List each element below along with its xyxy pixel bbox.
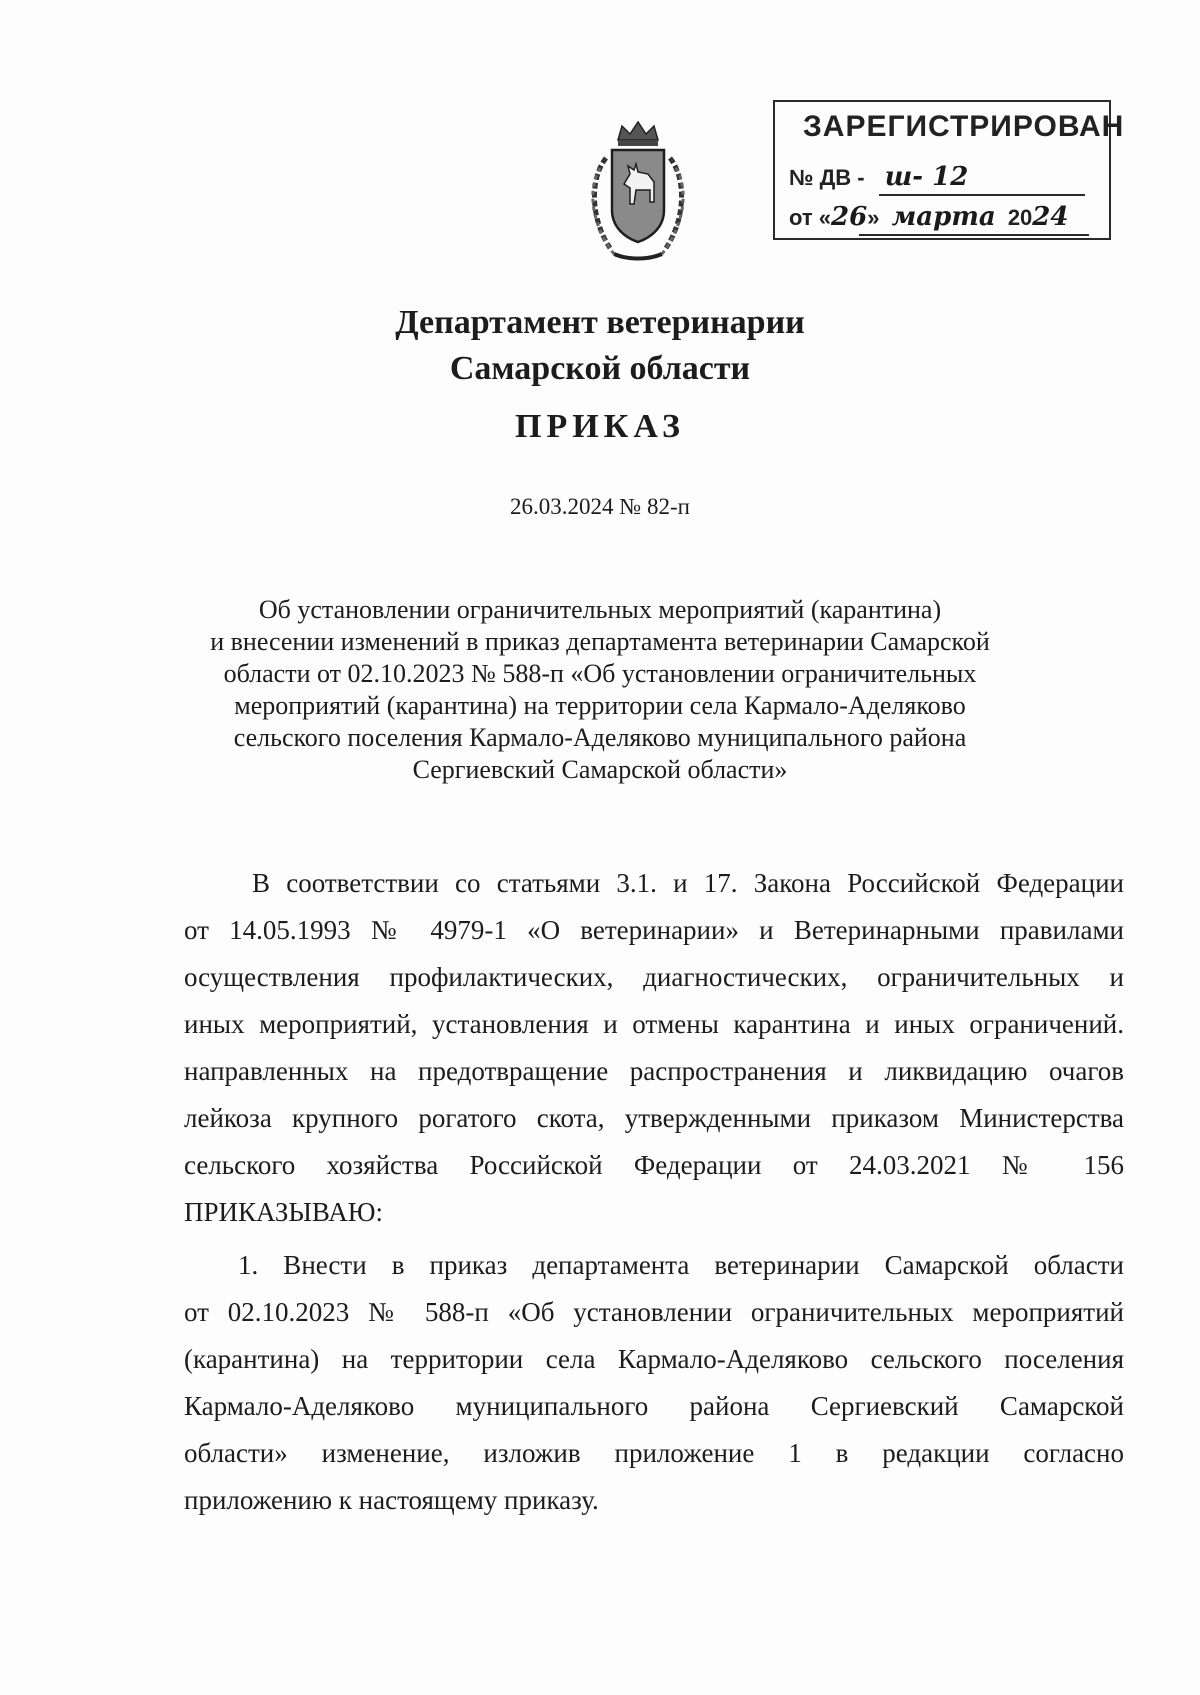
stamp-number-handwritten: ш- 12 [884, 162, 969, 192]
preamble-line: лейкоза крупного рогатого скота, утвержденными приказом Министерства [184, 1103, 1124, 1133]
preamble-line: В соответствии со статьями 3.1. и 17. Закона Российской Федерации [252, 868, 1124, 898]
stamp-date-row [789, 202, 1068, 232]
coat-of-arms-emblem [584, 118, 692, 266]
stamp-date-month-handwritten: марта [891, 202, 996, 232]
department-line-2: Самарской области [449, 350, 751, 387]
department-line-1: Департамент ветеринарии [395, 304, 805, 341]
item1-line: (карантина) на территории села Кармало-Аделяково сельского поселения [184, 1344, 1124, 1374]
preamble-line: иных мероприятий, установления и отмены карантина и иных ограничений. [184, 1009, 1124, 1039]
order-word: ПРИКАЗЫВАЮ: [184, 1197, 383, 1227]
subject-line: мероприятий (карантина) на территории села Кармало-Аделяково [234, 691, 966, 720]
item1-line: 1. Внести в приказ департамента ветеринарии Самарской области [238, 1250, 1124, 1280]
stamp-date-day-handwritten: 26 [831, 202, 868, 232]
preamble-line: осуществления профилактических, диагностических, ограничительных и [184, 962, 1124, 992]
department-name [0, 300, 1200, 392]
order-preamble [184, 860, 1124, 1236]
registration-stamp [773, 100, 1125, 240]
stamp-date-year-handwritten: 24 [1032, 202, 1069, 232]
order-title: ПРИКАЗ [515, 408, 685, 445]
order-date-number: 26.03.2024 № 82-п [510, 494, 690, 519]
stamp-date-underline [859, 234, 1089, 236]
subject-line: Сергиевский Самарской области» [412, 755, 788, 784]
item1-line: Кармало-Аделяково муниципального района Сергиевский Самарской [184, 1391, 1124, 1421]
stamp-date-year-prefix: 20 [1007, 205, 1033, 230]
order-subject [0, 594, 1200, 786]
stamp-number-prefix: № ДВ - [789, 165, 865, 190]
stamp-number-underline [879, 194, 1085, 196]
order-item-1 [184, 1242, 1124, 1524]
preamble-line: сельского хозяйства Российской Федерации от 24.03.2021 № 156 [184, 1150, 1124, 1180]
item1-line: области» изменение, изложив приложение 1 в редакции согласно [184, 1438, 1124, 1468]
stamp-date-middle: » [867, 205, 880, 230]
stamp-date-prefix: от « [789, 205, 832, 230]
stamp-title: ЗАРЕГИСТРИРОВАН [803, 110, 1125, 143]
stamp-number-row [789, 162, 968, 192]
preamble-line: от 14.05.1993 № 4979-1 «О ветеринарии» и Ветеринарными правилами [184, 915, 1124, 945]
subject-line: Об установлении ограничительных мероприятий (карантина) [258, 595, 942, 624]
item1-line: от 02.10.2023 № 588-п «Об установлении ограничительных мероприятий [184, 1297, 1124, 1327]
subject-line: сельского поселения Кармало-Аделяково муниципального района [233, 723, 967, 752]
preamble-line: направленных на предотвращение распространения и ликвидацию очагов [184, 1056, 1124, 1086]
item1-line: приложению к настоящему приказу. [184, 1485, 599, 1515]
subject-line: области от 02.10.2023 № 588-п «Об установлении ограничительных [223, 659, 977, 688]
subject-line: и внесении изменений в приказ департамента ветеринарии Самарской [210, 627, 990, 656]
